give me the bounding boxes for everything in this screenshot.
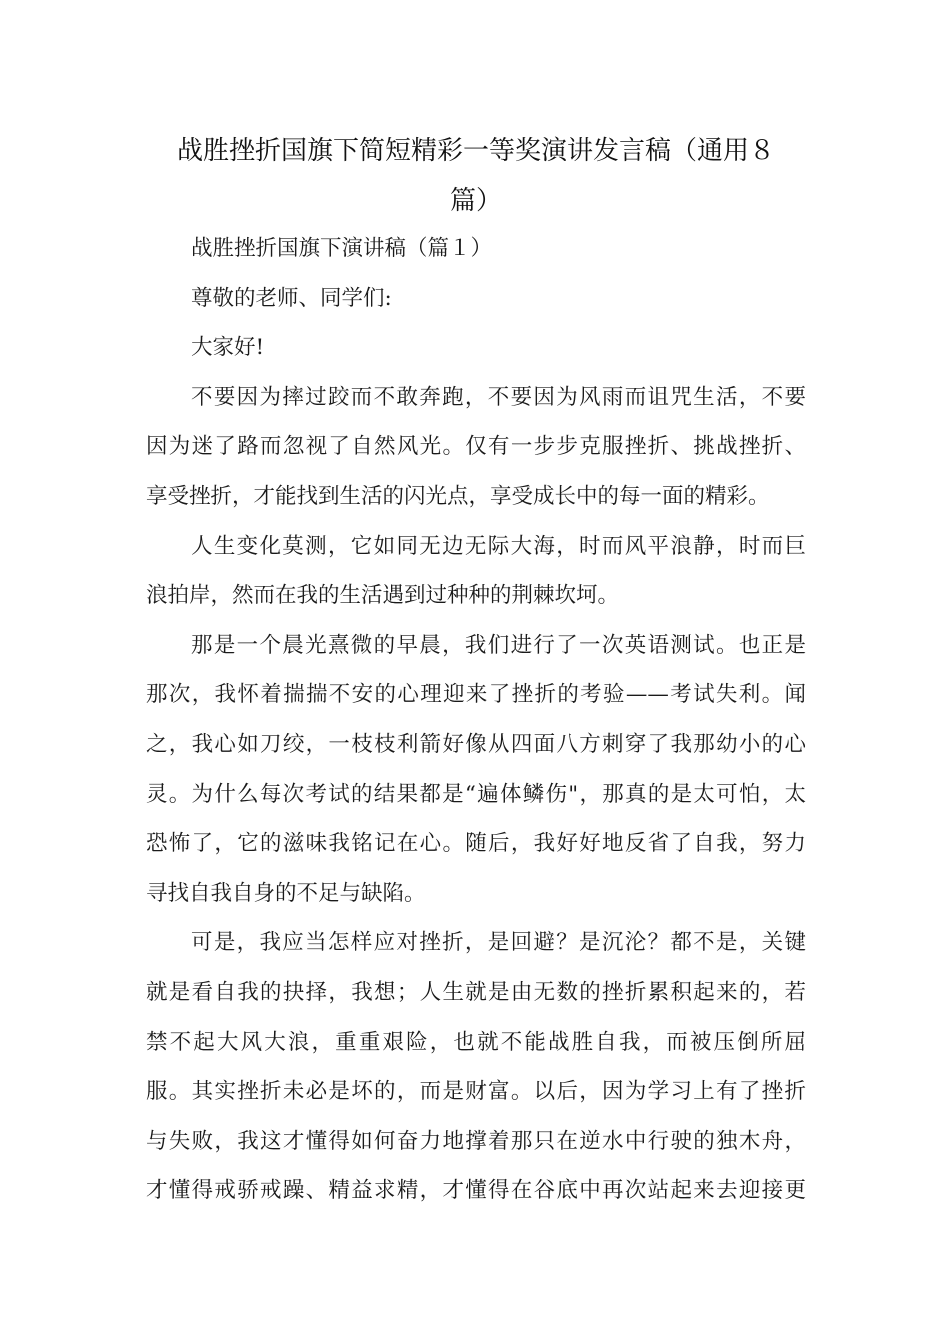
- text-line: 大家好!: [191, 335, 265, 361]
- text-line: 享受挫折，才能找到生活的闪光点，享受成长中的每一面的精彩。: [146, 483, 770, 509]
- text-line: 与失败，我这才懂得如何奋力地撑着那只在逆水中行驶的独木舟，: [146, 1128, 806, 1154]
- text-line: 那是一个晨光熹微的早晨，我们进行了一次英语测试。也正是: [191, 632, 806, 658]
- text-line: 服。其实挫折未必是坏的，而是财富。以后，因为学习上有了挫折: [146, 1079, 806, 1105]
- document-body: [146, 224, 806, 1216]
- title-line-1: 战胜挫折国旗下简短精彩一等奖演讲发言稿（通用８: [176, 136, 775, 166]
- text-line: 因为迷了路而忽视了自然风光。仅有一步步克服挫折、挑战挫折、: [146, 434, 806, 460]
- text-line: 才懂得戒骄戒躁、精益求精，才懂得在谷底中再次站起来去迎接更: [146, 1178, 806, 1204]
- text-line: 人生变化莫测，它如同无边无际大海，时而风平浪静，时而巨: [191, 533, 806, 559]
- text-line: 恐怖了，它的滋味我铭记在心。随后，我好好地反省了自我，努力: [146, 831, 806, 857]
- document-title: [146, 126, 806, 226]
- text-line: 就是看自我的抉择，我想；人生就是由无数的挫折累积起来的，若: [146, 979, 806, 1005]
- text-line: 浪拍岸，然而在我的生活遇到过种种的荆棘坎坷。: [146, 583, 620, 609]
- text-line: 不要因为摔过跤而不敢奔跑，不要因为风雨而诅咒生活，不要: [191, 384, 806, 410]
- text-line: 禁不起大风大浪，重重艰险，也就不能战胜自我，而被压倒所屈: [146, 1029, 806, 1055]
- text-line: 寻找自我自身的不足与缺陷。: [146, 880, 426, 906]
- text-line: 可是，我应当怎样应对挫折，是回避？是沉沦？都不是，关键: [191, 930, 806, 956]
- text-line: 之，我心如刀绞，一枝枝利箭好像从四面八方刺穿了我那幼小的心: [146, 731, 806, 757]
- text-line: 战胜挫折国旗下演讲稿（篇１）: [191, 236, 493, 261]
- text-line: 尊敬的老师、同学们:: [191, 285, 392, 311]
- title-line-2: 篇）: [449, 186, 502, 216]
- text-line: 灵。为什么每次考试的结果都是“遍体鳞伤"，那真的是太可怕，太: [146, 781, 806, 807]
- text-line: 那次，我怀着揣揣不安的心理迎来了挫折的考验——考试失利。闻: [146, 682, 806, 708]
